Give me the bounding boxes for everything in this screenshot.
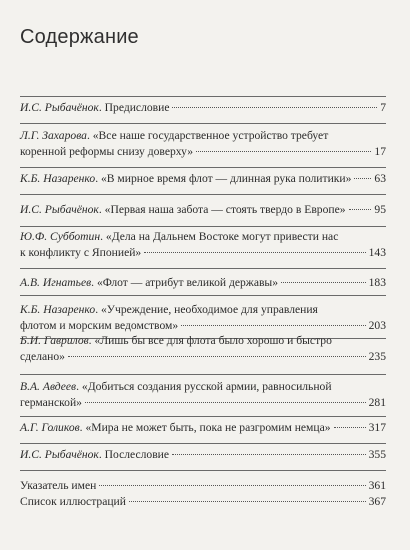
separator (20, 443, 386, 444)
leader-dots (196, 151, 371, 152)
entry-title: Список иллюстраций (20, 495, 126, 508)
entry-page-number: 63 (374, 172, 386, 185)
entry-author: И.С. Рыбачёнок (20, 203, 99, 216)
leader-dots (334, 427, 366, 428)
entry-page-number: 361 (368, 479, 386, 492)
entry-page-number: 355 (368, 448, 386, 461)
toc-entry: И.С. Рыбачёнок. Предисловие 7 (20, 101, 386, 114)
entry-title: «Флот — атрибут великой державы» (96, 276, 279, 289)
separator (20, 374, 386, 375)
entry-title: «Добиться создания русской армии, равносильной (81, 380, 332, 393)
toc-entry: Л.Г. Захарова. «Все наше государственное устройство требует коренной реформы снизу доверху» 17 (20, 129, 386, 158)
entry-page-number: 143 (368, 246, 386, 259)
entry-author: Ю.Ф. Субботин (20, 230, 101, 243)
leader-dots (129, 501, 366, 502)
entry-author: К.Б. Назаренко (20, 303, 96, 316)
entry-page-number: 203 (368, 319, 386, 332)
separator (20, 416, 386, 417)
entry-title: Послесловие (104, 448, 170, 461)
entry-title: Предисловие (104, 101, 170, 114)
toc-entry: В.А. Авдеев. «Добиться создания русской армии, равносильной германской» 281 (20, 380, 386, 409)
separator (20, 167, 386, 168)
entry-title: «Дела на Дальнем Востоке могут привести нас (105, 230, 339, 243)
entry-title: «Лишь бы все для флота было хорошо и быстро (94, 334, 332, 347)
leader-dots (172, 454, 366, 455)
entry-page-number: 367 (368, 495, 386, 508)
entry-title-cont: к конфликту с Японией» (20, 246, 142, 259)
entry-title-cont: сделано» (20, 350, 65, 363)
entry-author: И.С. Рыбачёнок (20, 101, 99, 114)
toc-entry: А.Г. Голиков. «Мира не может быть, пока не разгромим немца» 317 (20, 421, 386, 434)
entry-page-number: 317 (368, 421, 386, 434)
entry-page-number: 235 (368, 350, 386, 363)
separator (20, 268, 386, 269)
leader-dots (181, 325, 365, 326)
toc-entry: Б.И. Гаврилов. «Лишь бы все для флота было хорошо и быстро сделано» 235 (20, 334, 386, 363)
separator (20, 123, 386, 124)
entry-title: «Первая наша забота — стоять твердо в Европе» (104, 203, 346, 216)
separator (20, 226, 386, 227)
separator (20, 295, 386, 296)
leader-dots (172, 107, 377, 108)
entry-title-cont: германской» (20, 396, 82, 409)
entry-title-cont: флотом и морским ведомством» (20, 319, 179, 332)
entry-author: И.С. Рыбачёнок (20, 448, 99, 461)
entry-page-number: 183 (368, 276, 386, 289)
entry-page-number: 281 (368, 396, 386, 409)
toc-entry: Ю.Ф. Субботин. «Дела на Дальнем Востоке могут привести нас к конфликту с Японией» 143 (20, 230, 386, 259)
toc-entry: К.Б. Назаренко. «Учреждение, необходимое для управления флотом и морским ведомством» 203 (20, 303, 386, 332)
entry-title-cont: коренной реформы снизу доверху» (20, 145, 193, 158)
entry-author: Л.Г. Захарова (20, 129, 87, 142)
separator (20, 194, 386, 195)
page-title: Содержание (20, 26, 139, 48)
entry-title: «Мира не может быть, пока не разгромим немца» (85, 421, 331, 434)
leader-dots (144, 252, 365, 253)
entry-title: Указатель имен (20, 479, 97, 492)
entry-title: «Все наше государственное устройство требует (92, 129, 329, 142)
toc-entry: К.Б. Назаренко. «В мирное время флот — длинная рука политики» 63 (20, 172, 386, 185)
toc-entry: А.В. Игнатьев. «Флот — атрибут великой державы» 183 (20, 276, 386, 289)
separator (20, 96, 386, 97)
leader-dots (281, 282, 366, 283)
entry-page-number: 95 (374, 203, 386, 216)
toc-entry: И.С. Рыбачёнок. Послесловие 355 (20, 448, 386, 461)
entry-author: В.А. Авдеев (20, 380, 77, 393)
leader-dots (99, 485, 365, 486)
entry-title: «Учреждение, необходимое для управления (101, 303, 318, 316)
leader-dots (85, 402, 366, 403)
entry-author: Б.И. Гаврилов (20, 334, 89, 347)
toc-entry-appendix (20, 478, 386, 510)
leader-dots (68, 356, 366, 357)
entry-author: К.Б. Назаренко (20, 172, 96, 185)
leader-dots (349, 209, 372, 210)
toc-entry: И.С. Рыбачёнок. «Первая наша забота — стоять твердо в Европе» 95 (20, 203, 386, 216)
leader-dots (354, 178, 371, 179)
entry-page-number: 7 (380, 101, 386, 114)
separator (20, 470, 386, 471)
entry-page-number: 17 (374, 145, 386, 158)
entry-title: «В мирное время флот — длинная рука политики» (101, 172, 352, 185)
entry-author: А.Г. Голиков (20, 421, 80, 434)
entry-author: А.В. Игнатьев (20, 276, 92, 289)
